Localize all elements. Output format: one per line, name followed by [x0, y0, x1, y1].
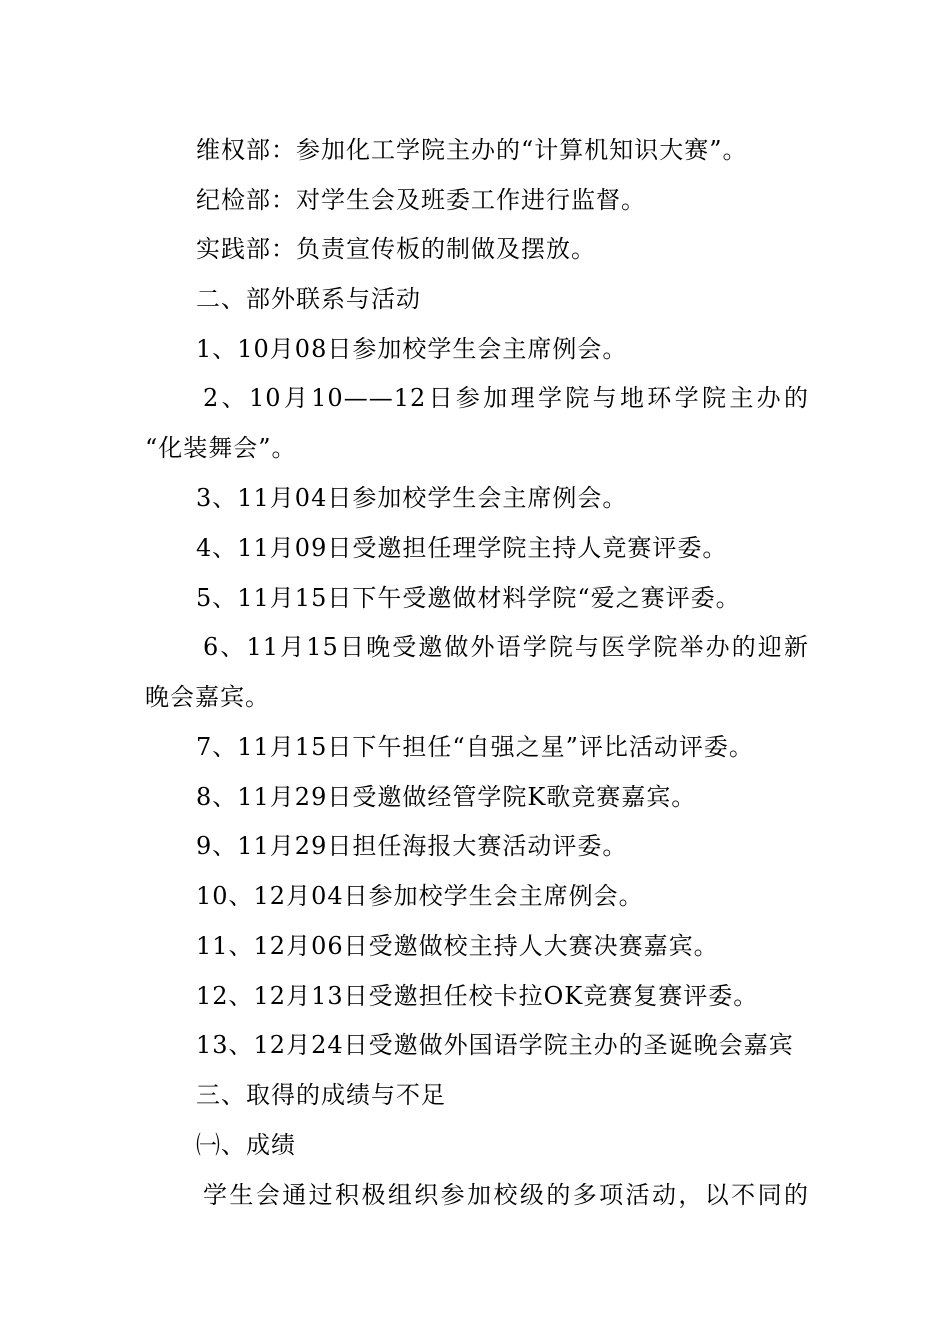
section-heading-achievements: 三、取得的成绩与不足 — [196, 1081, 446, 1109]
list-item: 8、11月29日受邀做经管学院K歌竞赛嘉宾。 — [196, 783, 697, 811]
list-item-continuation: “化装舞会”。 — [145, 434, 297, 462]
list-item: 9、11月29日担任海报大赛活动评委。 — [196, 832, 628, 860]
list-item: 1、10月08日参加校学生会主席例会。 — [196, 335, 628, 363]
list-item: 6、11月15日晚受邀做外语学院与医学院举办的迎新 — [203, 633, 809, 661]
list-item: 13、12月24日受邀做外国语学院主办的圣诞晚会嘉宾 — [196, 1031, 794, 1059]
list-item: 2、10月10——12日参加理学院与地环学院主办的 — [203, 384, 809, 412]
list-item: 11、12月06日受邀做校主持人大赛决赛嘉宾。 — [196, 932, 719, 960]
section-heading-external: 二、部外联系与活动 — [196, 285, 421, 313]
body-paragraph: 学生会通过积极组织参加校级的多项活动，以不同的 — [203, 1181, 809, 1209]
list-item: 10、12月04日参加校学生会主席例会。 — [196, 882, 644, 910]
list-item: 4、11月09日受邀担任理学院主持人竞赛评委。 — [196, 534, 728, 562]
list-item: 12、12月13日受邀担任校卡拉OK竞赛复赛评委。 — [196, 982, 759, 1010]
paragraph-discipline-dept: 纪检部：对学生会及班委工作进行监督。 — [196, 186, 646, 214]
paragraph-practice-dept: 实践部：负责宣传板的制做及摆放。 — [196, 235, 596, 263]
subsection-heading-results: ㈠、成绩 — [196, 1131, 296, 1159]
list-item-continuation: 晚会嘉宾。 — [145, 683, 270, 711]
list-item: 3、11月04日参加校学生会主席例会。 — [196, 484, 628, 512]
list-item: 5、11月15日下午受邀做材料学院“爱之赛评委。 — [196, 584, 741, 612]
paragraph-rights-dept: 维权部：参加化工学院主办的“计算机知识大赛”。 — [196, 136, 748, 164]
list-item: 7、11月15日下午担任“自强之星”评比活动评委。 — [196, 733, 754, 761]
